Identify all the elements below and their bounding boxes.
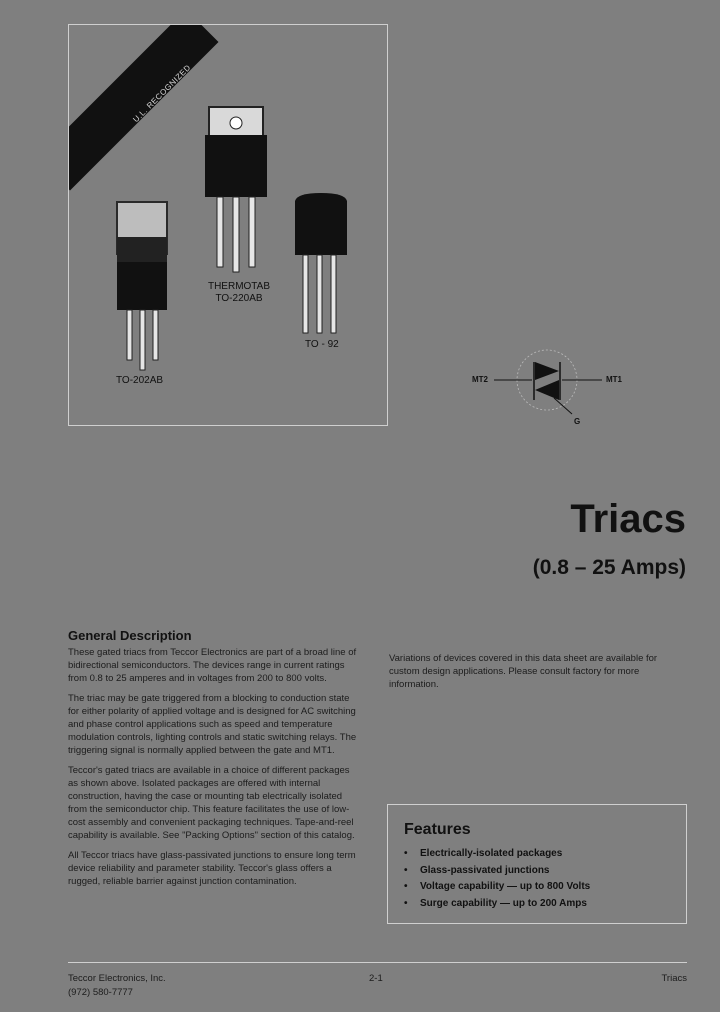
- general-description-heading: General Description: [68, 628, 192, 643]
- footer-phone: (972) 580-7777: [68, 987, 133, 998]
- features-box: [387, 804, 687, 924]
- description-paragraph: All Teccor triacs have glass-passivated junctions to ensure long term device reliability and parameter stability. Teccor's glass offers a rugged, reliable barrier against junction contamination.: [68, 850, 356, 887]
- to220ab-label: [199, 281, 279, 305]
- gate-label: G: [574, 417, 581, 426]
- to220ab-label-line: TO-220AB: [215, 293, 263, 304]
- features-title: Features: [404, 821, 471, 838]
- feature-text: Electrically-isolated packages: [420, 848, 563, 859]
- page-title: Triacs: [570, 497, 686, 541]
- list-item: [404, 879, 590, 896]
- footer-page-number: 2-1: [369, 973, 383, 984]
- to202ab-package-drawing: [109, 197, 179, 377]
- footer-company: Teccor Electronics, Inc.: [68, 973, 166, 984]
- footer-divider: [68, 962, 687, 963]
- to92-package-drawing: [287, 193, 357, 343]
- list-item: [404, 863, 590, 880]
- general-description-right-column: [389, 652, 687, 691]
- to220ab-package-drawing: [201, 105, 271, 275]
- page-subtitle: (0.8 – 25 Amps): [532, 556, 686, 579]
- bullet-icon: •: [404, 864, 408, 876]
- bullet-icon: •: [404, 897, 408, 909]
- feature-text: Surge capability — up to 200 Amps: [420, 897, 587, 909]
- mt1-label: MT1: [606, 375, 622, 384]
- list-item: [404, 896, 590, 913]
- package-photo: [68, 24, 388, 426]
- mt2-label: MT2: [472, 375, 488, 384]
- list-item: [404, 846, 590, 863]
- feature-text: Voltage capability — up to 800 Volts: [420, 881, 591, 892]
- feature-text: Glass-passivated junctions: [420, 864, 550, 876]
- thermotab-label-line: THERMOTAB: [207, 281, 271, 292]
- features-list: [404, 846, 590, 912]
- description-paragraph: These gated triacs from Teccor Electronics are part of a broad line of bidirectional semiconductors. The devices range in current ratings from 0.8 to 25 amperes and in voltages from 200 to 800 volts.: [68, 647, 357, 684]
- description-paragraph: The triac may be gate triggered from a blocking to conduction state for either polarity of applied voltage and is designed for AC switching and phase control applications such as speed and temperature modulation controls, lighting controls and static switching relays. The triggering signal is normally applied between the gate and MT1.: [68, 693, 357, 756]
- variations-paragraph: Variations of devices covered in this data sheet are available for custom design applications. Please consult factory for more information.: [389, 653, 658, 690]
- footer-section: Triacs: [661, 973, 687, 984]
- bullet-icon: •: [404, 848, 408, 859]
- to92-label: TO - 92: [305, 339, 339, 350]
- bullet-icon: •: [404, 881, 408, 892]
- general-description-left-column: [68, 646, 360, 895]
- ul-recognized-text: U.L. RECOGNIZED: [131, 62, 193, 125]
- to202ab-label: TO-202AB: [116, 375, 164, 386]
- triac-symbol: [494, 348, 604, 418]
- description-paragraph: Teccor's gated triacs are available in a choice of different packages as shown above. Isolated packages are offered with internal construction, having the case or mounting tab electrically isolated from the semiconductor chip. This feature facilitates the use of low-cost assembly and convenient packaging techniques. Tape-and-reel capability is available. See "Packing Options" section of this catalog.: [68, 765, 355, 841]
